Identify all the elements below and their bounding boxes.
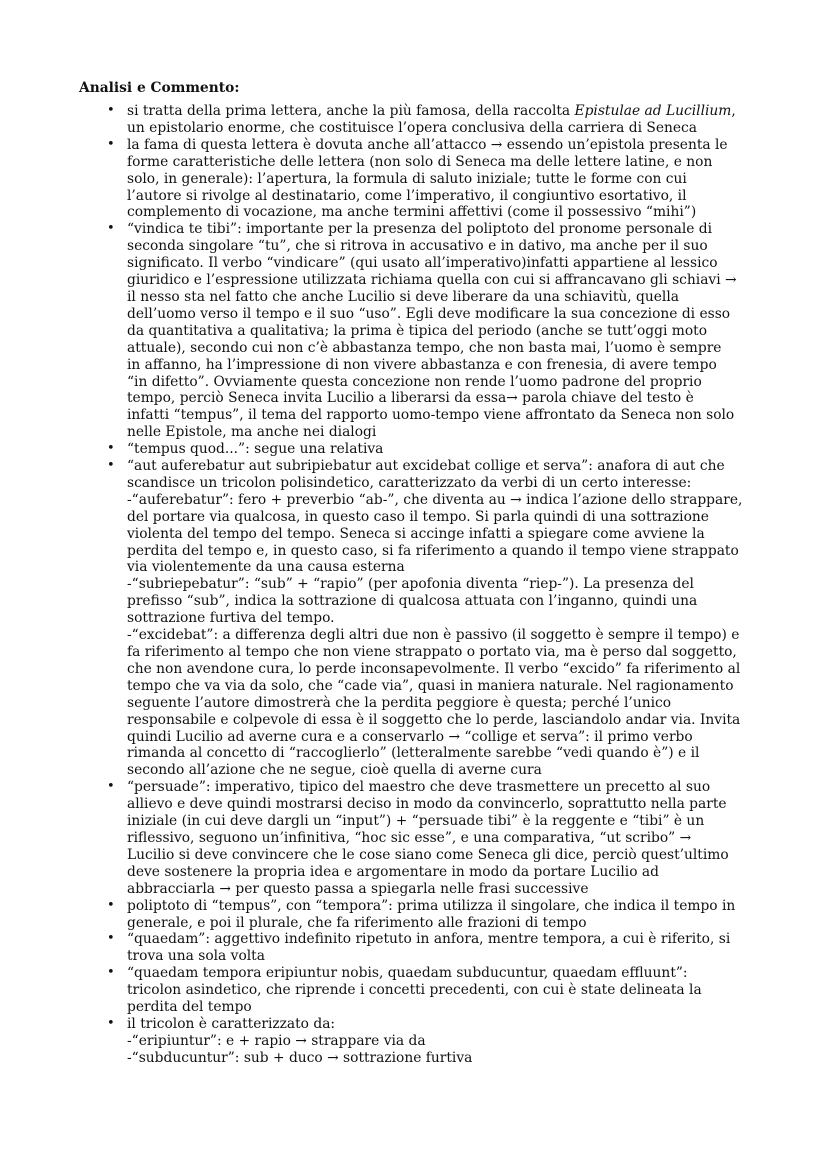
text-line [127,221,759,238]
text-segment: violenta del tempo del tempo. Seneca si accinge infatti a spiegare come avviene la [127,525,705,542]
text-line [127,154,759,171]
bullet-dot-icon: • [107,965,115,981]
text-segment: “tempus quod...”: segue una relativa [127,441,384,458]
text-line [127,424,759,441]
text-segment: , [731,103,736,119]
text-line [127,340,759,357]
text-line [127,881,759,898]
text-line [127,272,759,289]
text-line [127,627,759,644]
text-segment: un epistolario enorme, che costituisce l’opera conclusiva della carriera di Seneca [127,119,698,136]
text-line [127,796,759,813]
text-segment: in affanno, ha l’impressione di non vivere abbastanza e con frenesia, di avere tempo [127,356,717,373]
text-segment: seconda singolare “tu”, che si ritrova in accusativo e in dativo, ma anche per il suo [127,238,708,255]
text-segment: “in difetto”. Ovviamente questa concezione non rende l’uomo padrone del proprio [127,373,702,390]
text-line [127,695,759,712]
bullet-item [79,221,759,441]
bullet-dot-icon: • [107,136,115,152]
text-segment: deve sostenere la propria idea e argomentare in modo da portare Lucilio ad [127,863,659,880]
text-segment: solo, in generale): l’apertura, la formula di saluto iniziale; tutte le forme con cui [127,170,687,187]
text-segment: via violentemente da una causa esterna [127,559,405,576]
text-line [127,559,759,576]
text-segment: del portare via qualcosa, in questo caso il tempo. Si parla quindi di una sottrazione [127,508,709,525]
text-segment: -“eripiuntur”: e + rapio → strappare via da [127,1032,426,1049]
text-line [127,830,759,847]
italic-title: Epistulae ad Lucillium [574,103,732,119]
bullet-item [79,137,759,222]
text-segment: secondo all’azione che ne segue, cioè quella di averne cura [127,762,542,779]
text-line [127,610,759,627]
text-segment: sottrazione furtiva del tempo. [127,610,335,627]
text-segment: si tratta della prima lettera, anche la più famosa, della raccolta [127,103,575,119]
text-line [127,390,759,407]
bullet-item [79,965,759,1016]
text-segment: Lucilio si deve convincere che le cose siano come Seneca gli dice, perciò quest’ultimo [127,846,729,863]
text-line [127,137,759,154]
text-segment: perdita del tempo [127,999,252,1016]
text-segment: nelle Epistole, ma anche nei dialogi [127,424,377,441]
text-line [127,661,759,678]
text-segment: complemento di vocazione, ma anche termini affettivi (come il possessivo “mihi”) [127,204,697,221]
analysis-bullet-list [79,103,759,1067]
text-line [127,289,759,306]
text-line [127,948,759,965]
text-line [127,323,759,340]
text-line [127,965,759,982]
text-segment: rimanda al concetto di “raccoglierlo” (letteralmente sarebbe “vedi quando è”) e il [127,745,700,762]
text-line [127,644,759,661]
text-segment: trova una sola volta [127,948,265,965]
text-line [127,576,759,593]
text-line [127,357,759,374]
text-line [127,931,759,948]
bullet-dot-icon: • [107,221,115,237]
text-segment: -“auferebatur”: fero + preverbio “ab-”, che diventa au → indica l’azione dello strappare, [127,491,743,508]
bullet-item [79,441,759,458]
text-line [127,712,759,729]
text-segment: fa riferimento al tempo che non viene strappato o portato via, ma è perso dal soggetto, [127,644,737,660]
text-line [127,1033,759,1050]
text-line [127,915,759,932]
text-line [127,475,759,492]
bullet-dot-icon: • [107,779,115,795]
text-segment: prefisso “sub”, indica la sottrazione di qualcosa attuata con l’inganno, quindi una [127,593,698,610]
bullet-item [79,1016,759,1067]
bullet-item [79,931,759,965]
text-line [127,982,759,999]
text-line [127,729,759,746]
text-segment: riflessivo, seguono un’infinitiva, “hoc sic esse”, e una comparativa, “ut scribo” → [127,829,692,846]
bullet-dot-icon: • [107,441,115,457]
text-line [127,898,759,915]
text-line [127,238,759,255]
text-segment: “persuade”: imperativo, tipico del maestro che deve trasmettere un precetto al suo [127,779,711,796]
text-line [127,120,759,137]
text-segment: il nesso sta nel fatto che anche Lucilio si deve liberare da una schiavitù, quella [127,288,679,305]
text-segment: “aut auferebatur aut subripiebatur aut excidebat collige et serva”: anafora di aut che [127,458,725,475]
text-line [127,1050,759,1067]
text-segment: il tricolon è caratterizzato da: [127,1015,336,1032]
text-line [127,779,759,796]
text-line [127,171,759,188]
bullet-item [79,898,759,932]
text-line [127,306,759,323]
bullet-item [79,103,759,137]
text-segment: quindi Lucilio ad averne cura e a conservarlo → “collige et serva”: il primo verbo [127,728,693,745]
document-page [79,80,759,1067]
bullet-dot-icon: • [107,1015,115,1031]
text-line [127,999,759,1016]
text-segment: che non avendone cura, lo perde inconsapevolmente. Il verbo “excido” fa riferimento al [127,660,741,677]
text-line [127,526,759,543]
text-segment: tempo che va via da solo, che “cade via”, quasi in maniera naturale. Nel ragionamento [127,677,734,694]
text-segment: “quaedam”: aggettivo indefinito ripetuto in anfora, mentre tempora, a cui è riferito, si [127,931,731,948]
text-segment: “quaedam tempora eripiuntur nobis, quaedam subducuntur, quaedam effluunt”: [127,965,688,982]
text-line [127,847,759,864]
text-segment: “vindica te tibi”: importante per la presenza del poliptoto del pronome personale di [127,221,713,238]
text-line [127,543,759,560]
text-line [127,458,759,475]
text-segment: -“subriepebatur”: “sub” + “rapio” (per apofonia diventa “riep-”). La presenza del [127,576,694,593]
text-segment: -“excidebat”: a differenza degli altri due non è passivo (il soggetto è sempre il tempo) e [127,627,740,644]
text-segment: attuale), secondo cui non c’è abbastanza tempo, che non basta mai, l’uomo è sempre [127,339,722,356]
text-segment: tempo, perciò Seneca invita Lucilio a liberarsi da essa→ parola chiave del testo è [127,390,694,407]
bullet-item [79,779,759,897]
text-line [127,745,759,762]
text-line [127,441,759,458]
text-segment: infatti “tempus”, il tema del rapporto uomo-tempo viene affrontato da Seneca non solo [127,407,735,424]
text-segment: responsabile e colpevole di essa è il soggetto che lo perde, lasciandolo andar via. Invita [127,711,741,728]
bullet-dot-icon: • [107,103,115,118]
text-line [127,678,759,695]
text-line [127,255,759,272]
section-heading: Analisi e Commento: [79,80,240,96]
bullet-dot-icon: • [107,897,115,913]
text-segment: -“subducuntur”: sub + duco → sottrazione furtiva [127,1049,473,1066]
text-line [127,1016,759,1033]
text-segment: abbracciarla → per questo passa a spiegarla nelle frasi successive [127,880,589,897]
text-segment: generale, e poi il plurale, che fa riferimento alle frazioni di tempo [127,914,587,931]
text-segment: significato. Il verbo “vindicare” (qui usato all’imperativo)infatti appartiene al lessico [127,255,718,272]
text-line [127,813,759,830]
text-segment: da quantitativa a qualitativa; la prima è tipica del periodo (anche se tutt’oggi moto [127,322,708,339]
text-segment: la fama di questa lettera è dovuta anche all’attacco → essendo un’epistola presenta le [127,136,728,153]
text-line [127,492,759,509]
text-line [127,407,759,424]
text-segment: forme caratteristiche delle lettera (non solo di Seneca ma delle lettere latine, e non [127,153,713,170]
bullet-item [79,458,759,779]
text-line [127,509,759,526]
text-line [127,103,759,120]
text-segment: iniziale (in cui deve dargli un “input”) + “persuade tibi” è la reggente e “tibi” è un [127,813,705,830]
text-segment: poliptoto di “tempus”, con “tempora”: prima utilizza il singolare, che indica il tempo in [127,897,736,914]
text-line [127,593,759,610]
text-segment: tricolon asindetico, che riprende i concetti precedenti, con cui è state delineata la [127,982,702,999]
text-segment: perdita del tempo e, in questo caso, si fa riferimento a quando il tempo viene strappato [127,542,739,559]
bullet-dot-icon: • [107,931,115,947]
text-segment: l’autore si rivolge al destinatario, come l’imperativo, il congiuntivo esortativo, il [127,187,687,204]
text-line [127,374,759,391]
text-segment: allievo e deve quindi mostrarsi deciso in modo da convincerlo, soprattutto nella parte [127,796,727,813]
text-segment: seguente l’autore dimostrerà che la perdita peggiore è questa; perché l’unico [127,694,672,711]
text-line [127,188,759,205]
text-line [127,864,759,881]
text-segment: dell’uomo verso il tempo e il suo “uso”. Egli deve modificare la sua concezione di esso [127,305,731,322]
text-segment: giuridico e l’espressione utilizzata richiama quella con cui si affrancavano gli schiavi → [127,272,737,289]
text-segment: scandisce un tricolon polisindetico, caratterizzato da verbi di un certo interesse: [127,474,692,491]
text-line [127,762,759,779]
text-line [127,204,759,221]
bullet-dot-icon: • [107,458,115,474]
